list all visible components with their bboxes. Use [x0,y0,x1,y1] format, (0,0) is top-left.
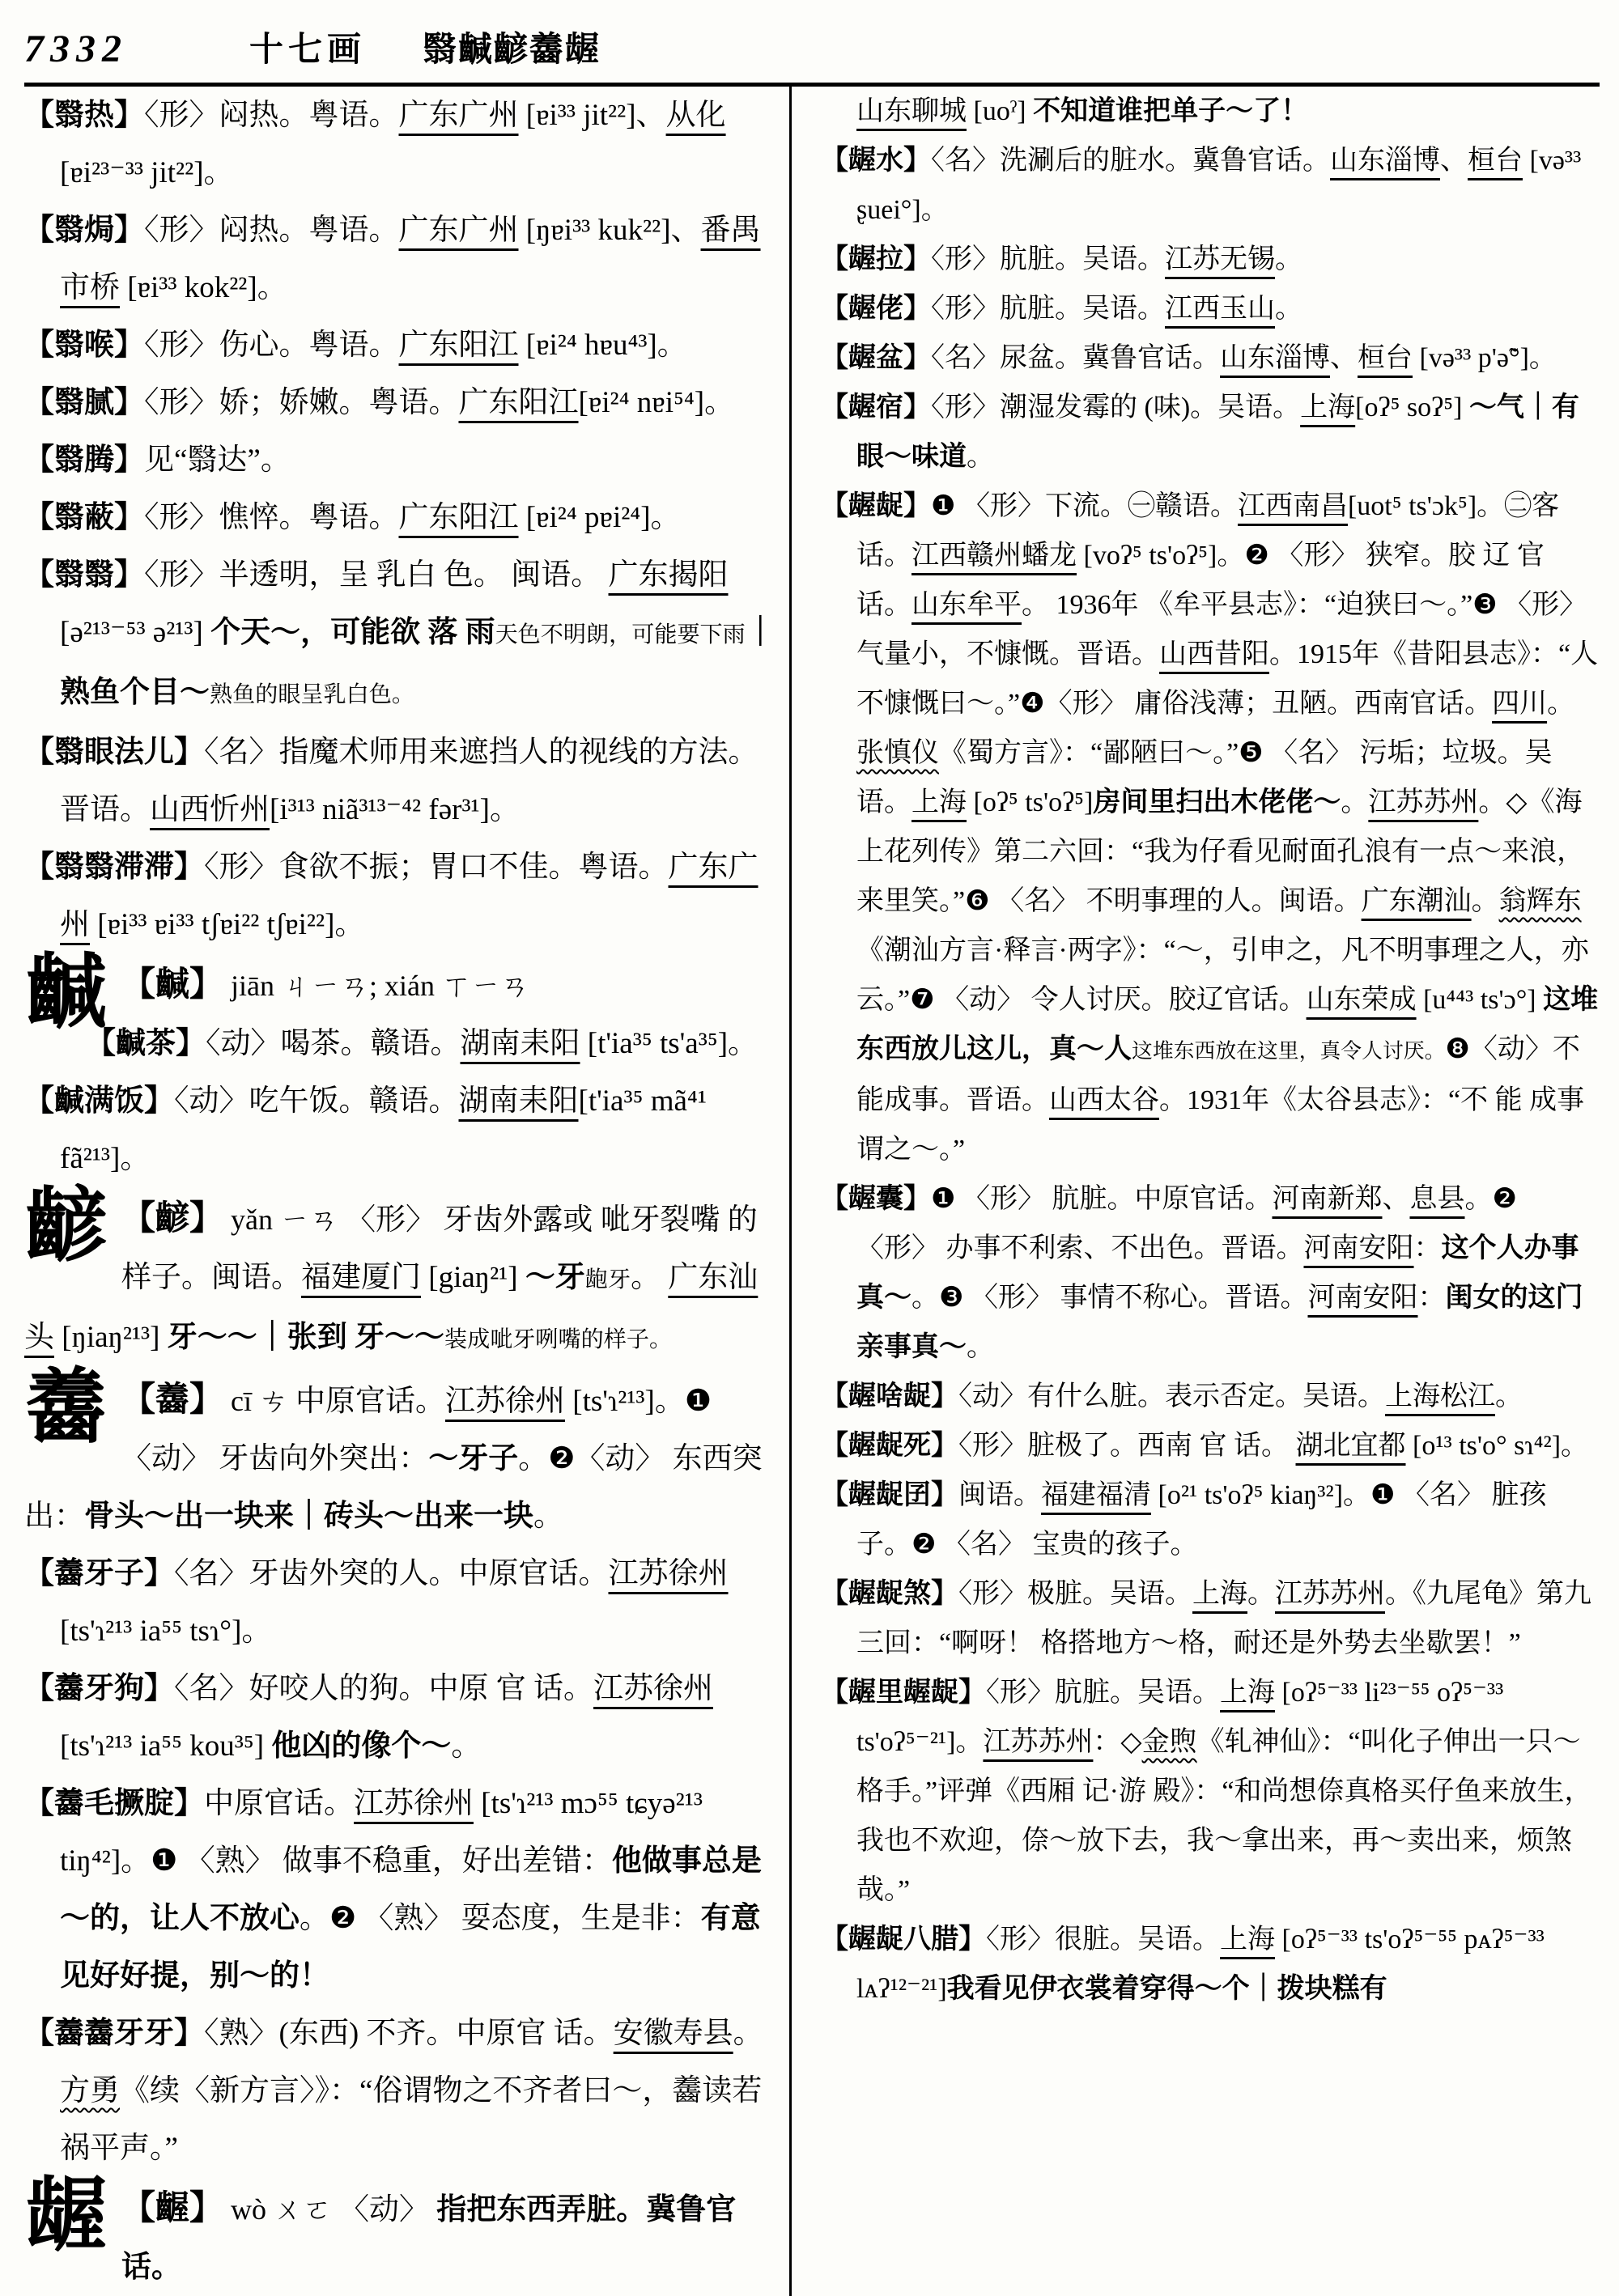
big-head-character: 齹 [26,1363,107,1453]
text-run: 。❷〈动〉 东西突出： [24,1442,763,1533]
text-run: [oʔ⁵ ts'oʔ⁵] [967,787,1094,817]
place-name: 江西南昌 [1237,491,1348,521]
text-run: [t'ia³⁵ ts'a³⁵]。 [580,1027,759,1060]
dictionary-entry [24,316,778,374]
person-name: 张慎仪 [856,738,939,768]
place-name: 江苏徐州 [593,1672,713,1705]
example-text: 我看见伊衣裳着穿得～个｜拨块糕有 [946,1974,1387,2004]
dictionary-entry [24,1775,778,2005]
text-run: 《潮汕方言·释言·两字》：“～，引申之，凡不明事理之人，亦云。”❼ 〈动〉 令人讨厌。胶辽官话。 [856,936,1589,1015]
place-name: 河南安阳 [1303,1233,1414,1263]
text-run: [t'ia³⁵ mã⁴¹ fã²¹³]。 [60,1084,707,1175]
text-run: [oʔ⁵⁻³³ li²³⁻⁵⁵ oʔ⁵⁻³³ ts'oʔ⁵⁻²¹]。 [856,1678,1504,1757]
head-character-section [24,1182,778,1369]
text-run: [ɐi³³ ɐi³³ tʃɐi²² tʃɐi²²]。 [90,908,365,941]
place-name: 桓台 [1468,146,1523,176]
text-run: 、 [1382,1184,1410,1214]
text-run: 〈形〉 牙齿外露或 呲牙裂嘴 的样子。闽语。 [121,1203,758,1294]
text-run: [giaŋ²¹] [421,1261,525,1294]
entry-headword: 【龌龊煞】 [821,1579,958,1609]
text-run: [voʔ⁵ ts'oʔ⁵]。❷ 〈形〉 狭窄。胶 辽 官 话。 [856,541,1545,620]
text-run: 中原官话。 [295,1385,445,1418]
place-name: 广东广州 [398,99,519,132]
text-run: 。❷ 〈熟〉 耍态度，生是非： [300,1902,701,1935]
text-run: 。 [1247,1579,1275,1609]
text-run: 。❸ 〈形〉 事情不称心。晋语。 [911,1283,1308,1313]
entry-headword: 【䶢茶】 [86,1027,206,1060]
text-run: 。 [1547,689,1575,719]
example-text: 他做事总是～的，让人不放心 [60,1844,762,1935]
text-run: 。◇《海上花列传》第二六回：“我为仔看见耐面孔浪有一点～来浪，来里笑。”❻ 〈名〉 不明事理的人。闽语。 [856,787,1585,916]
text-run: 。 [451,1729,482,1763]
place-name: 湖北宜都 [1295,1431,1406,1461]
big-head-character: 龌 [26,2171,107,2261]
big-head-character: 䶢 [26,948,107,1038]
place-name: 山东淄博 [1220,343,1330,373]
place-name: 山西昔阳 [1159,639,1269,669]
text-run: 。 1936年 《牟平县志》：“迫狭曰～。”❸ 〈形〉 气量小，不慷慨。晋语。 [856,590,1587,669]
example-text: 这堆东西放儿这儿，真～人 [856,985,1599,1064]
text-run: 〈动〉吃午饭。赣语。 [174,1084,459,1118]
example-text: 熟鱼个目～ [60,676,210,709]
text-run: 。 [1341,787,1369,817]
entry-headword: 【翳热】 [24,99,144,132]
traditional-form: 【䶢】 [121,966,224,1004]
dictionary-entry [821,482,1600,1174]
dictionary-entry [24,431,778,489]
text-run: 〈形〉很脏。吴语。 [986,1925,1220,1954]
place-name: 河南新郑 [1272,1184,1383,1214]
text-run: [u⁴⁴³ ts'ɔ°] [1416,985,1544,1015]
gloss-text: 天色不明朗，可能要下雨 [495,622,746,647]
place-name: 上海 [1192,1579,1247,1609]
text-run: 〈形〉伤心。粤语。 [144,329,399,362]
entry-headword: 【龌龊囝】 [821,1480,958,1510]
text-run: 中原官话。 [204,1787,354,1820]
gloss-text: 这堆东西放在这里，真令人讨厌。 [1132,1039,1446,1063]
dictionary-entry [24,2005,778,2177]
dictionary-entry [821,1569,1600,1668]
entry-headword: 【翳焗】 [24,214,144,247]
place-name: 广东阳江 [398,501,519,534]
gloss-text: 熟鱼的眼呈乳白色。 [210,682,414,707]
text-run: 《蜀方言》：“鄙陋曰～。”❺ 〈名〉 污垢；垃圾。吴语。 [856,738,1553,817]
text-run: 〈动〉有什么脏。表示否定。吴语。 [958,1381,1385,1411]
entry-headword: 【齹齹牙牙】 [24,2017,204,2050]
gloss-text: 装成呲牙咧嘴的样子。 [444,1327,673,1352]
text-run: 〈名〉好咬人的狗。中原 官 话。 [174,1672,593,1705]
place-name: 广东揭阳 [608,558,729,592]
text-run: 〈动〉喝茶。赣语。 [206,1027,461,1060]
person-name: 翁辉东 [1498,886,1582,916]
dictionary-entry [24,87,778,202]
page-header [24,13,1600,71]
text-run: 。 [1471,886,1499,916]
place-name: 四川 [1492,689,1548,719]
text-run: 〈熟〉(东西) 不齐。中原官 话。 [204,2017,614,2050]
place-name: 江苏徐州 [354,1787,474,1820]
entry-headword: 【翳翳滞滞】 [24,851,204,884]
text-run: 〈名〉尿盆。冀鲁官话。 [931,343,1220,373]
place-name: 广东广州 [398,214,519,247]
example-text: 闺女的这门亲事真～ [856,1283,1583,1362]
place-name: 安徽寿县 [613,2017,733,2050]
place-name: 江苏苏州 [1368,787,1479,817]
place-name: 江苏苏州 [983,1727,1094,1757]
text-run: [o¹³ ts'o° sɿ⁴²]。 [1405,1431,1589,1461]
text-run: ： [1413,1233,1442,1263]
text-run: [ɐi²⁴ hɐu⁴³]。 [518,329,687,362]
text-run: 〈动〉 [339,2193,437,2226]
text-run: 〈形〉闷热。粤语。 [144,99,399,132]
dictionary-entry [24,202,778,316]
place-name: 山西忻州 [150,793,270,826]
text-run: [və³³ ʂuei°]。 [856,146,1582,225]
text-run: 。 [733,2017,763,2050]
left-column [24,87,789,2296]
text-run: 。 [967,442,994,472]
place-name: 上海 [1220,1925,1275,1954]
text-run: ❶ 〈形〉 肮脏。中原官话。 [931,1184,1273,1214]
text-run: 。1931年《太谷县志》：“不 能 成事谓之～。” [856,1085,1585,1165]
text-run: 〈形〉极脏。吴语。 [958,1579,1192,1609]
dictionary-entry [821,383,1600,482]
pronunciation: jiān ㄐㄧㄢ; xián ㄒㄧㄢ [223,970,529,1002]
entry-headword: 【龌龊死】 [821,1431,958,1461]
big-head-character: 齴 [26,1182,107,1271]
place-name: 山东聊城 [856,96,967,126]
place-name: 江苏苏州 [1275,1579,1385,1609]
text-run: 。1915年《昔阳县志》：“人不慷慨曰～。”❹〈形〉 庸俗浅薄；丑陋。西南官话。 [856,639,1599,719]
text-run: 、 [1440,146,1468,176]
dictionary-entry [821,235,1600,284]
place-name: 上海 [911,787,967,817]
place-name: 江西赣州蟠龙 [911,541,1077,571]
place-name: 广东汕头 [24,1261,759,1354]
text-run: 〈形〉肮脏。吴语。 [931,294,1165,324]
example-text: ｜ [745,616,776,649]
example-text: ～牙 [525,1261,585,1294]
entry-headword: 【龌啥龊】 [821,1381,958,1411]
text-run: [o²¹ ts'oʔ⁵ kiaŋ³²]。❶ 〈名〉 脏孩子。❷ 〈名〉 宝贵的孩子。 [856,1480,1547,1560]
dictionary-entry [821,1471,1600,1569]
place-name: 湖南耒阳 [458,1084,579,1118]
entry-headword: 【龌盆】 [821,343,931,373]
place-name: 番禺市桥 [60,214,761,304]
person-name: 方勇 [60,2074,120,2107]
dictionary-entry [24,1015,778,1072]
place-name: 福建厦门 [301,1261,421,1294]
dictionary-entry [821,136,1600,235]
entry-headword: 【龌囊】 [821,1184,931,1214]
text-run: [ə²¹³⁻⁵³ ə²¹³] [60,616,211,649]
example-text: ～气｜有眼～味道 [856,393,1579,472]
text-run: 。 [1275,294,1302,324]
person-name: 金煦 [1141,1727,1197,1757]
example-text: 他凶的像个～ [271,1729,452,1763]
text-run: [ts'ɿ²¹³ mɔ⁵⁵ tɕyə²¹³ tiŋ⁴²]。❶ 〈熟〉 做事不稳重，好出差错： [60,1787,703,1878]
text-run: 。 [1495,1381,1523,1411]
text-run: [ŋiaŋ²¹³] [54,1321,168,1354]
example-text: 房间里扫出木佬佬～ [1093,787,1341,817]
text-run: 闽语。 [958,1480,1041,1510]
dictionary-entry [24,374,778,431]
entry-continuation [821,87,1600,136]
place-name: 广东阳江 [398,329,519,362]
text-run: 〈形〉脏极了。西南 官 话。 [958,1431,1296,1461]
place-name: 广东阳江 [458,386,579,419]
example-text: 指把东西弄脏。冀鲁官话。 [121,2193,737,2284]
entry-headword: 【齹牙狗】 [24,1672,174,1705]
dictionary-entry [24,1072,778,1187]
example-text: 牙～～｜张到 牙～～ [167,1321,444,1354]
text-run: [uoˀ] [967,96,1034,126]
entry-headword: 【翳喉】 [24,329,144,362]
text-run: 见“翳达”。 [144,443,291,477]
text-run: 〈形〉憔悴。粤语。 [144,501,399,534]
entry-headword: 【龌宿】 [821,393,931,422]
entry-headword: 【龌水】 [821,146,931,176]
place-name: 广东广州 [60,851,759,941]
dictionary-entry [821,1372,1600,1421]
example-text: ～牙子 [428,1442,519,1475]
place-name: 上海松江 [1385,1381,1495,1411]
entry-headword: 【翳眼法儿】 [24,736,204,769]
pronunciation: cī ㄘ [223,1385,295,1417]
place-name: 桓台 [1358,343,1413,373]
dictionary-entry [821,284,1600,333]
dictionary-entry [24,838,778,953]
place-name: 山西太谷 [1049,1085,1159,1115]
text-run: 。 [967,1332,994,1362]
head-character-section [24,948,778,1038]
text-run: [ts'ɿ²¹³ ia⁵⁵ kou³⁵] [60,1729,272,1763]
text-run: 〈名〉牙齿外突的人。中原官话。 [174,1557,609,1590]
text-run: 。❷ 〈形〉 办事不利索、不出色。晋语。 [856,1184,1517,1263]
place-name: 江苏徐州 [608,1557,729,1590]
dictionary-entry [821,333,1600,383]
traditional-form: 【齷】 [121,2190,224,2227]
traditional-form: 【齴】 [121,1200,224,1237]
text-run: [ŋɐi³³ kuk²²]、 [518,214,701,247]
text-run: [ts'ɿ²¹³ ia⁵⁵ tsɿ°]。 [60,1615,272,1648]
text-run: ： [1417,1283,1446,1313]
text-run: [i³¹³ niã³¹³⁻⁴² fər³¹]。 [270,793,520,826]
pronunciation: wò ㄨㄛ [223,2193,340,2226]
text-run: 《续〈新方言〉》：“俗谓物之不齐者曰～，齹读若祸平声。” [60,2074,763,2165]
text-run: 。 [533,1500,563,1533]
text-run: [ɐi²⁴ nɐi⁵⁴]。 [578,386,735,419]
entry-headword: 【翳腾】 [24,443,144,477]
head-character-section [24,2171,778,2296]
entry-headword: 【齹牙子】 [24,1557,174,1590]
place-name: 江西玉山 [1165,294,1275,324]
example-text: 个天～，可能欲 落 雨 [210,616,495,649]
entry-headword: 【翳蔽】 [24,501,144,534]
page-number: 7332 [24,28,128,70]
right-column [789,87,1600,2296]
pronunciation: yǎn ㄧㄢ [223,1203,346,1236]
place-name: 上海 [1300,393,1356,422]
place-name: 从化 [665,99,726,132]
entry-headword: 【翳翳】 [24,558,144,592]
dictionary-entry [24,1660,778,1775]
place-name: 息县 [1409,1184,1465,1214]
text-run: 〈名〉指魔术师用来遮挡人的视线的方法。晋语。 [60,736,759,826]
dictionary-entry [821,1421,1600,1471]
dictionary-entry [24,1545,778,1660]
text-run: 。 [1275,244,1302,274]
place-name: 江苏无锡 [1165,244,1275,274]
dictionary-entry [24,724,778,838]
place-name: 山东淄博 [1330,146,1440,176]
place-name: 湖南耒阳 [460,1027,580,1060]
place-name: 山东牟平 [911,590,1022,620]
dictionary-entry [821,1668,1600,1915]
text-run: 〈名〉洗涮后的脏水。冀鲁官话。 [931,146,1330,176]
dictionary-entry [821,1915,1600,2014]
place-name: 山东荣成 [1306,985,1417,1015]
gloss-text: 龅牙 [584,1267,631,1292]
stroke-count-section: 十七画 [249,32,367,69]
text-run: ❶ 〈形〉下流。㊀赣语。 [931,491,1238,521]
text-run: [ɐi²³⁻³³ jit²²]。 [60,156,234,189]
text-run: [ɐi³³ kok²²]。 [120,271,287,304]
entry-headword: 【翳腻】 [24,386,144,419]
entry-headword: 【䶢满饭】 [24,1084,174,1118]
text-run: 〈形〉肮脏。吴语。 [986,1678,1220,1708]
dictionary-entry [24,546,778,724]
text-run: [ɐi³³ jit²²]、 [518,99,666,132]
text-run: [və³³ p'ə̃°]。 [1413,343,1557,373]
text-run: ：◇ [1093,1727,1142,1757]
text-run: 、 [1330,343,1358,373]
text-run: 〈形〉肮脏。吴语。 [931,244,1165,274]
text-run: 《轧神仙》：“叫化子伸出一只～格手。”评弹《西厢 记·游 殿》：“和尚想倷真格买仔鱼来放生，我也不欢迎，倷～放下去，我～拿出来，再～卖出来，烦煞哉。” [856,1727,1592,1905]
example-text: 有意见好好提，别～的！ [60,1902,761,1993]
text-run: [oʔ⁵⁻³³ ts'oʔ⁵⁻⁵⁵ pᴀʔ⁵⁻³³ lᴀʔ¹²⁻²¹] [856,1925,1545,2004]
text-run: 〈形〉半透明，呈 乳白 色。 闽语。 [144,558,609,592]
text-run: ❽〈动〉不能成事。晋语。 [856,1034,1580,1115]
entry-headword: 【齹毛撅腚】 [24,1787,204,1820]
dictionary-entry [821,1174,1600,1372]
dictionary-entry [24,489,778,546]
place-name: 河南安阳 [1307,1283,1418,1313]
text-run: 〈形〉闷热。粤语。 [144,214,399,247]
entry-headword: 【龌龊】 [821,491,931,521]
text-run: 〈形〉娇；娇嫩。粤语。 [144,386,459,419]
text-run: [ɐi²⁴ pɐi²⁴]。 [518,501,681,534]
text-run: [ts'ɿ²¹³]。❶〈动〉 牙齿向外突出： [121,1385,712,1475]
place-name: 江苏徐州 [445,1385,565,1418]
entry-headword: 【龌龊八腊】 [821,1925,986,1954]
text-run: 。 [631,1261,669,1294]
text-run: 。《九尾龟》第九三回：“啊呀！ 格搭地方～格，耐还是外势去坐歇罢！” [856,1579,1591,1658]
place-name: 上海 [1220,1678,1275,1708]
entry-headword: 【龌拉】 [821,244,931,274]
text-run: [uot⁵ ts'ɔk⁵]。㊁客话。 [856,491,1560,571]
text-run: [oʔ⁵ soʔ⁵] [1355,393,1469,422]
header-head-characters: 翳䶢齴齹龌 [423,32,601,69]
two-column-body [24,87,1600,2296]
traditional-form: 【齹】 [121,1381,224,1419]
example-text: 这个人办事真～ [856,1233,1579,1313]
entry-headword: 【龌里龌龊】 [821,1678,986,1708]
example-text: 骨头～出一块来｜砖头～出来一块 [84,1500,533,1533]
head-character-section [24,1363,778,1545]
text-run: 〈形〉食欲不振；胃口不佳。粤语。 [204,851,669,884]
entry-headword: 【龌佬】 [821,294,931,324]
place-name: 福建福清 [1041,1480,1151,1510]
text-run: 〈形〉潮湿发霉的 (味)。吴语。 [931,393,1301,422]
example-text: 不知道谁把单子～了！ [1033,96,1309,126]
place-name: 广东潮汕 [1361,886,1472,916]
